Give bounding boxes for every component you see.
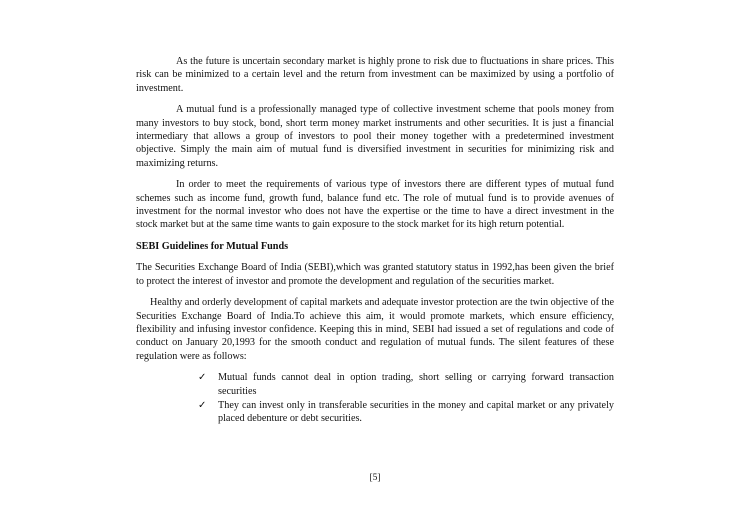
paragraph-mutual-fund-types: In order to meet the requirements of various type of investors there are different types of mutual fund schemes such as income fund, growth fund, balance fund etc. The role of mutual fund is to provide avenues of investment for the normal investor who does not have the expertise or the time to have a direct investment in the stock market but at the same time wants to gain exposure to the stock market for its high return potential. — [136, 179, 614, 231]
list-item — [198, 371, 614, 398]
check-icon: ✓ — [198, 399, 207, 411]
regulation-bullet-list — [136, 371, 614, 426]
page-number: [5] — [369, 473, 381, 483]
list-item — [198, 399, 614, 426]
paragraph-sebi-intro: The Securities Exchange Board of India (SEBI),which was granted statutory status in 1992,has been given the brief to protect the interest of investor and promote the development and regulation of the securities market. — [136, 262, 614, 287]
paragraph-sebi-regulations: Healthy and orderly development of capital markets and adequate investor protection are the twin objective of the Securities Exchange Board of India.To achieve this aim, it would promote markets, which ensure efficiency, flexibility and infusing investor confidence. Keeping this in mind, SEBI had issued a set of regulations and code of conduct on January 20,1993 for the smooth conduct and regulation of mutual funds. The silent features of these regulation were as follows: — [136, 297, 614, 362]
list-item-text: Mutual funds cannot deal in option trading, short selling or carrying forward transaction securities — [218, 372, 614, 397]
paragraph-mutual-fund-definition: A mutual fund is a professionally managed type of collective investment scheme that pools money from many investors to buy stock, bond, short term money market instruments and other securities. It is just a financial intermediary that allows a group of investors to pool their money together with a predetermined investment objective. Simply the main aim of mutual fund is diversified investment in securities for minimizing risk and maximizing returns. — [136, 104, 614, 169]
section-heading: SEBI Guidelines for Mutual Funds — [136, 240, 289, 252]
list-item-text: They can invest only in transferable securities in the money and capital market or any privately placed debenture or debt securities. — [218, 399, 614, 425]
check-icon: ✓ — [198, 372, 207, 384]
paragraph-secondary-market-risk: As the future is uncertain secondary market is highly prone to risk due to fluctuations in share prices. This risk can be minimized to a certain level and the return from investment can be maximized by using a portfolio of investment. — [136, 56, 614, 94]
document-body — [136, 55, 614, 427]
